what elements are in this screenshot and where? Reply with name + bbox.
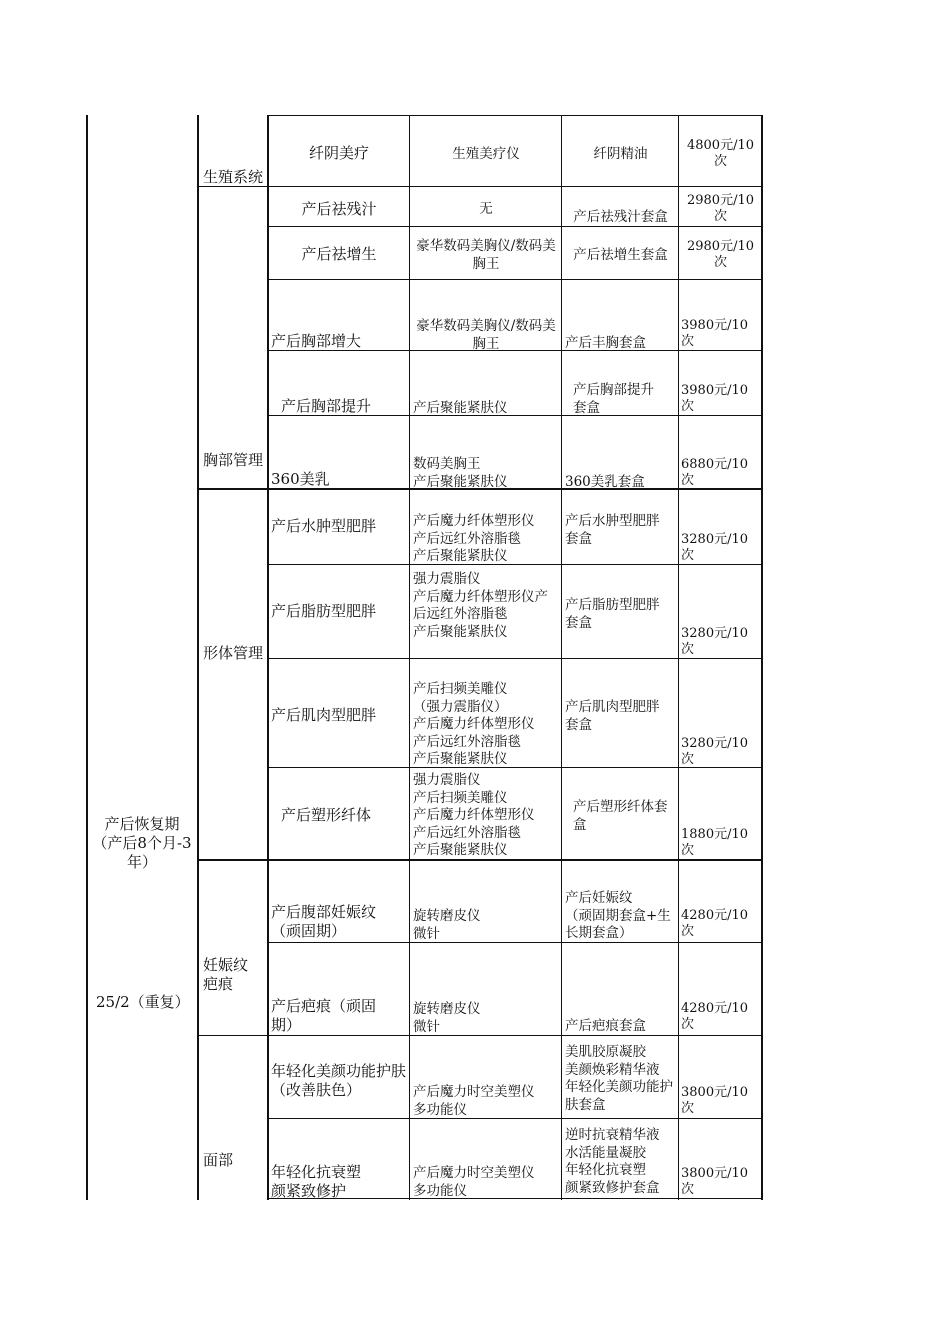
project-cell: 产后胸部增大	[271, 332, 362, 350]
project-cell: 年轻化抗衰塑 颜紧致修护	[271, 1163, 362, 1200]
product-cell: 产后疤痕套盒	[565, 1018, 646, 1034]
category-breast: 胸部管理	[203, 451, 264, 469]
project-cell: 360美乳	[271, 470, 330, 488]
product-cell: 产后脂肪型肥胖套盒	[565, 597, 660, 631]
period-note: 25/2（重复）	[96, 993, 190, 1011]
project-cell: 产后疤痕（顽固期）	[271, 997, 377, 1034]
row-rule	[267, 115, 763, 116]
device-cell: 豪华数码美胸仪/数码美胸王	[416, 238, 556, 272]
project-cell: 年轻化美颜功能护肤 （改善肤色）	[271, 1062, 407, 1099]
price-cell: 3280元/10次	[681, 626, 749, 657]
project-cell: 产后脂肪型肥胖	[271, 602, 377, 620]
row-rule	[267, 226, 763, 227]
price-cell: 4280元/10次	[681, 908, 749, 939]
product-cell: 产后胸部提升套盒	[573, 382, 654, 416]
project-cell: 产后祛增生	[301, 245, 377, 263]
project-cell: 产后祛残汁	[301, 200, 377, 218]
row-rule	[267, 658, 763, 659]
device-cell: 旋转磨皮仪 微针	[413, 1001, 481, 1035]
price-cell: 2980元/10次	[686, 193, 754, 224]
row-rule	[267, 279, 763, 280]
table-rule-left	[86, 115, 88, 1200]
row-rule	[197, 186, 763, 187]
product-cell: 产后妊娠纹 （顽固期套盒+生长期套盒）	[565, 890, 671, 941]
price-cell: 3980元/10次	[681, 318, 749, 349]
product-cell: 产后祛增生套盒	[573, 247, 668, 263]
price-cell: 3800元/10次	[681, 1085, 749, 1116]
category-stretch-marks: 妊娠纹 疤痕	[203, 956, 249, 993]
device-cell: 产后魔力纤体塑形仪 产后远红外溶脂毯 产后聚能紧肤仪	[413, 513, 535, 564]
project-cell: 产后水肿型肥胖	[271, 517, 377, 535]
price-cell: 3280元/10次	[681, 736, 749, 767]
project-cell: 产后腹部妊娠纹（顽固期）	[271, 903, 377, 940]
project-cell: 纤阴美疗	[308, 144, 369, 162]
device-cell: 产后魔力时空美塑仪 多功能仪	[413, 1084, 535, 1118]
device-cell: 数码美胸王 产后聚能紧肤仪	[413, 456, 508, 490]
device-cell: 豪华数码美胸仪/数码美胸王	[416, 318, 556, 352]
device-cell: 强力震脂仪 产后魔力纤体塑形仪产后远红外溶脂毯 产后聚能紧肤仪	[413, 571, 548, 640]
price-cell: 6880元/10次	[681, 457, 749, 488]
category-face: 面部	[203, 1151, 234, 1169]
category-body-shape: 形体管理	[203, 644, 264, 662]
product-cell: 360美乳套盒	[565, 474, 645, 490]
device-cell: 产后扫频美雕仪 （强力震脂仪） 产后魔力纤体塑形仪 产后远红外溶脂毯 产后聚能紧肤仪	[413, 681, 535, 767]
device-cell: 产后魔力时空美塑仪 多功能仪	[413, 1165, 535, 1199]
project-cell: 产后肌肉型肥胖	[271, 706, 377, 724]
product-cell: 纤阴精油	[593, 146, 648, 162]
price-cell: 2980元/10次	[686, 239, 754, 270]
device-cell: 产后聚能紧肤仪	[413, 400, 508, 416]
project-cell: 产后胸部提升	[281, 397, 372, 415]
device-cell: 强力震脂仪 产后扫频美雕仪 产后魔力纤体塑形仪 产后远红外溶脂毯 产后聚能紧肤仪	[413, 772, 535, 858]
product-cell: 美肌胶原凝胶 美颜焕彩精华液 年轻化美颜功能护肤套盒	[565, 1044, 673, 1113]
device-cell: 旋转磨皮仪 微针	[413, 908, 481, 942]
price-cell: 4800元/10次	[686, 138, 754, 169]
category-reproductive: 生殖系统	[203, 168, 264, 186]
product-cell: 产后塑形纤体套盒	[573, 799, 668, 833]
price-cell: 3280元/10次	[681, 532, 749, 563]
price-cell: 3980元/10次	[681, 383, 749, 414]
product-cell: 产后祛残汁套盒	[573, 209, 668, 225]
project-cell: 产后塑形纤体	[281, 806, 372, 824]
device-cell: 无	[479, 201, 493, 217]
product-cell: 产后水肿型肥胖套盒	[565, 513, 660, 547]
product-cell: 产后丰胸套盒	[565, 335, 646, 351]
period-label: 产后恢复期 （产后8个月-3年）	[92, 815, 192, 871]
device-cell: 生殖美疗仪	[452, 146, 520, 162]
product-cell: 逆时抗衰精华液 水活能量凝胶 年轻化抗衰塑 颜紧致修护套盒	[565, 1127, 660, 1196]
price-cell: 4280元/10次	[681, 1001, 749, 1032]
price-cell: 3800元/10次	[681, 1166, 749, 1197]
table-rule-category	[197, 115, 199, 1200]
price-cell: 1880元/10次	[681, 827, 749, 858]
product-cell: 产后肌肉型肥胖套盒	[565, 699, 660, 733]
